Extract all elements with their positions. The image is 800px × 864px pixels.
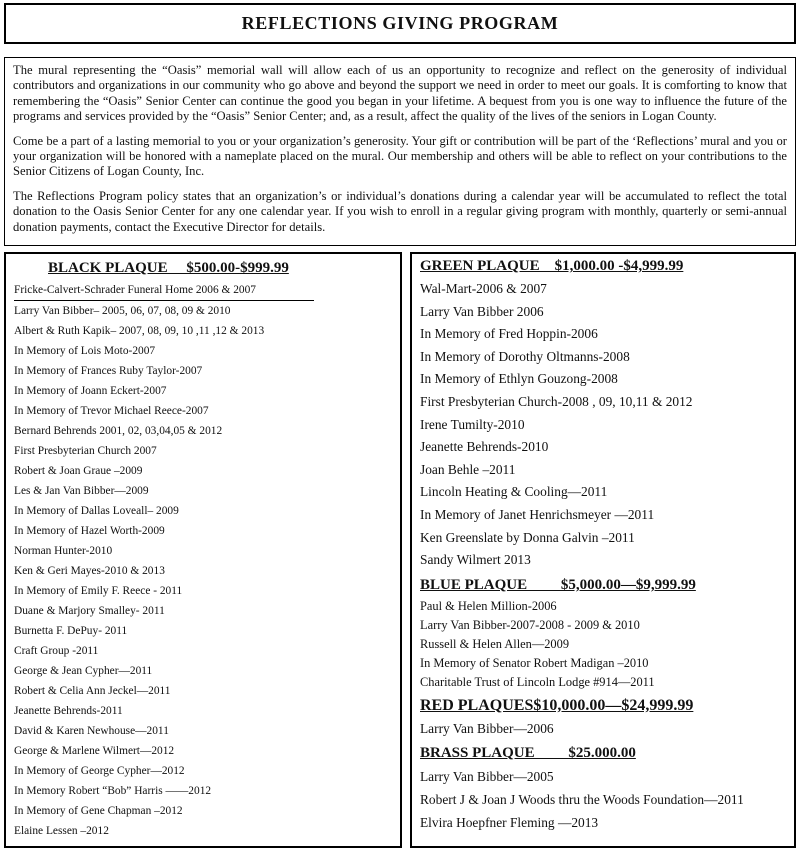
donor-item: Lincoln Heating & Cooling—2011: [420, 484, 608, 500]
donor-item: Larry Van Bibber—2006: [420, 720, 554, 736]
donor-item: In Memory of Senator Robert Madigan –2010: [420, 655, 649, 670]
donor-item: Larry Van Bibber—2005: [420, 768, 554, 784]
donor-item: Robert J & Joan J Woods thru the Woods Foundation—2011: [420, 791, 744, 807]
donor-item: Russell & Helen Allen—2009: [420, 636, 570, 651]
donor-item: In Memory of George Cypher—2012: [14, 765, 185, 778]
donor-item: In Memory of Frances Ruby Taylor-2007: [14, 365, 203, 378]
donor-item: Larry Van Bibber– 2005, 06, 07, 08, 09 & 2010: [14, 305, 231, 318]
donor-item: In Memory of Ethlyn Gouzong-2008: [420, 371, 618, 387]
donor-item: In Memory of Dallas Loveall– 2009: [14, 505, 179, 518]
plaque-heading-text: BLUE PLAQUE $5,000.00—$9,999.99: [420, 576, 696, 593]
donor-item: George & Marlene Wilmert—2012: [14, 745, 175, 758]
intro-paragraph: The mural representing the “Oasis” memorial wall will allow each of us an opportunity to recognize and reflect on the generosity of individual contributors and organizations in our community who go above and beyond the support we need in order to meet our goals. It is comforting to know that remembering the “Oasis” Senior Center can continue the good you began in your lifetime. A bequest from you is one way to influence the future of the programs and services provided by the “Oasis” Senior Center; and, as a result, affect the quality of the lives of the seniors in Logan County.: [13, 63, 787, 124]
donor-item: Larry Van Bibber-2007-2008 - 2009 & 2010: [420, 617, 640, 632]
donor-item: Elaine Lessen –2012: [14, 825, 109, 838]
black-plaque-column: [4, 252, 402, 848]
plaque-heading-text: RED PLAQUES$10,000.00—$24,999.99: [420, 696, 694, 714]
plaque-section: [14, 260, 392, 841]
intro-text-box: [4, 57, 796, 246]
plaque-heading-text: BRASS PLAQUE $25.000.00: [420, 744, 636, 761]
donor-item: David & Karen Newhouse—2011: [14, 725, 169, 738]
donor-item: Burnetta F. DePuy- 2011: [14, 625, 128, 638]
donor-item: Joan Behle –2011: [420, 461, 516, 477]
donor-item: Les & Jan Van Bibber—2009: [14, 485, 149, 498]
donor-item: Sandy Wilmert 2013: [420, 552, 531, 568]
donor-item: In Memory of Janet Henrichsmeyer —2011: [420, 507, 655, 522]
donor-item: George & Jean Cypher—2011: [14, 665, 153, 678]
donor-item: Jeanette Behrends-2010: [420, 439, 549, 455]
donor-item: Wal-Mart-2006 & 2007: [420, 281, 547, 297]
donor-item: Duane & Marjory Smalley- 2011: [14, 605, 165, 618]
donor-item: In Memory of Trevor Michael Reece-2007: [14, 405, 209, 418]
plaque-section-heading: [420, 577, 786, 594]
plaque-columns: [4, 252, 796, 848]
donor-item: Jeanette Behrends-2011: [14, 705, 123, 718]
donor-item: Larry Van Bibber 2006: [420, 303, 544, 319]
donor-item: Elvira Hoepfner Fleming —2013: [420, 814, 599, 830]
donor-item: In Memory of Fred Hoppin-2006: [420, 326, 598, 342]
plaque-section-heading: [420, 697, 786, 715]
donor-item: Fricke-Calvert-Schrader Funeral Home 2006 & 2007: [14, 280, 314, 301]
plaque-levels-column: [410, 252, 796, 848]
donor-item: First Presbyterian Church-2008 , 09, 10,11 & 2012: [420, 394, 693, 410]
donor-item: Paul & Helen Million-2006: [420, 598, 557, 613]
donor-item: Albert & Ruth Kapik– 2007, 08, 09, 10 ,11 ,12 & 2013: [14, 325, 265, 338]
donor-item: In Memory of Gene Chapman –2012: [14, 805, 183, 818]
donor-item: Craft Group -2011: [14, 645, 99, 658]
donor-item: In Memory of Joann Eckert-2007: [14, 385, 167, 398]
donor-item: First Presbyterian Church 2007: [14, 445, 157, 458]
plaque-section: [420, 577, 786, 692]
donor-item: In Memory of Lois Moto-2007: [14, 345, 156, 358]
page-title: REFLECTIONS GIVING PROGRAM: [241, 13, 559, 33]
plaque-section-heading: [420, 258, 786, 275]
donor-item: In Memory of Emily F. Reece - 2011: [14, 585, 183, 598]
plaque-section: [420, 745, 786, 834]
donor-item: Ken & Geri Mayes-2010 & 2013: [14, 565, 165, 578]
plaque-section-heading: [14, 260, 392, 277]
donor-item: Robert & Celia Ann Jeckel—2011: [14, 685, 171, 698]
intro-paragraph: Come be a part of a lasting memorial to you or your organization’s generosity. Your gift or contribution will be part of the ‘Reflections’ mural and you or your organization will be honored with a nameplate placed on the mural. Our membership and others will be able to reflect on your contributions to the Senior Citizens of Logan County, Inc.: [13, 133, 787, 179]
plaque-section-heading: [420, 745, 786, 762]
intro-paragraph: The Reflections Program policy states that an organization’s or individual’s donations during a calendar year will be accumulated to reflect the total donation to the Oasis Senior Center for any one calendar year. If you wish to enroll in a regular giving program with monthly, quarterly or semi-annual donation payments, contact the Executive Director for details.: [13, 188, 787, 234]
plaque-heading-text: BLACK PLAQUE $500.00-$999.99: [48, 260, 289, 277]
donor-item: Bernard Behrends 2001, 02, 03,04,05 & 2012: [14, 425, 223, 438]
donor-item: In Memory of Hazel Worth-2009: [14, 525, 165, 538]
donor-item: Charitable Trust of Lincoln Lodge #914—2011: [420, 674, 655, 689]
donor-item: Robert & Joan Graue –2009: [14, 465, 143, 478]
donor-item: Norman Hunter-2010: [14, 545, 113, 558]
title-box: [4, 3, 796, 44]
plaque-section: [420, 697, 786, 740]
plaque-heading-text: GREEN PLAQUE $1,000.00 -$4,999.99: [420, 258, 684, 275]
donor-item: In Memory of Dorothy Oltmanns-2008: [420, 348, 630, 364]
donor-item: Irene Tumilty-2010: [420, 416, 525, 432]
donor-item: In Memory Robert “Bob” Harris ——2012: [14, 785, 212, 798]
plaque-section: [420, 258, 786, 572]
donor-item: Ken Greenslate by Donna Galvin –2011: [420, 529, 635, 545]
